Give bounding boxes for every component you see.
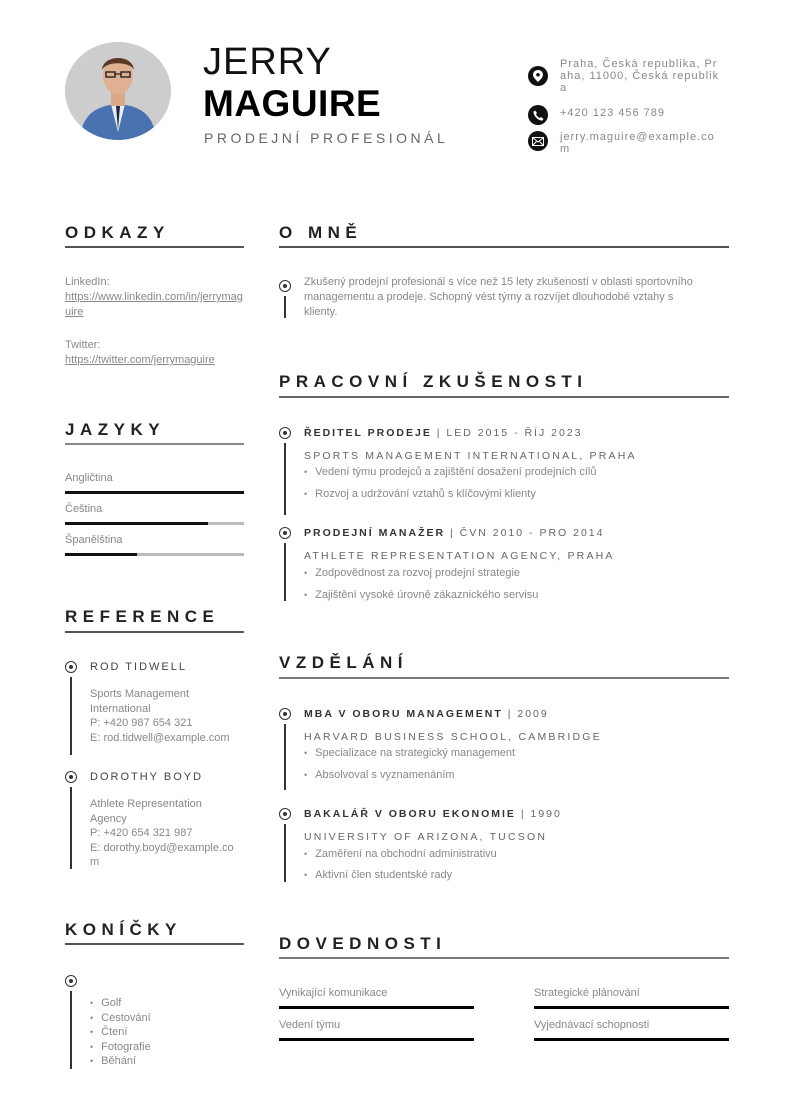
reference-phone: P: +420 987 654 321 xyxy=(90,717,193,729)
about-divider xyxy=(279,246,729,248)
timeline-dot-icon xyxy=(279,280,291,292)
hobby-item: • Golf xyxy=(90,996,151,1011)
skills-divider xyxy=(279,957,729,959)
skill-bar xyxy=(279,1006,474,1009)
contact-address xyxy=(528,58,720,94)
timeline-line xyxy=(70,991,72,1069)
location-pin-icon xyxy=(528,66,548,86)
skill-bar xyxy=(534,1038,729,1041)
timeline-dot-icon xyxy=(65,975,77,987)
job-heading xyxy=(304,427,582,439)
about-text: Zkušený prodejní profesionál s více než 15 lety zkušeností v oblasti sportovního managementu a prodeje. Schopný vést týmy a rozvíjet dlouhodobé vztahy s klienty. xyxy=(304,276,693,318)
email-text[interactable]: jerry.maguire@example.com xyxy=(560,131,715,155)
last-name: MAGUIRE xyxy=(203,83,382,124)
contact-email xyxy=(528,131,720,155)
reference-email: E: rod.tidwell@example.com xyxy=(90,731,230,744)
timeline-line xyxy=(284,443,286,515)
skill-bar xyxy=(279,1038,474,1041)
degree: BAKALÁŘ V OBORU EKONOMIE xyxy=(304,808,516,820)
skill-label: Vynikající komunikace xyxy=(279,987,388,999)
education-bullet: • Absolvoval s vyznamenáním xyxy=(304,769,455,781)
reference-details xyxy=(90,687,240,745)
hobby-item: • Fotografie xyxy=(90,1040,151,1055)
job-role: PRODEJNÍ MANAŽER xyxy=(304,527,446,539)
linkedin-label: LinkedIn: xyxy=(65,276,110,288)
first-name: JERRY xyxy=(203,41,332,83)
hobby-item: • Běhání xyxy=(90,1054,151,1069)
hobbies-heading: KONÍČKY xyxy=(65,920,182,939)
job-bullet: • Zajištění vysoké úrovně zákaznického servisu xyxy=(304,589,538,601)
links-heading: ODKAZY xyxy=(65,223,170,242)
education-item-heading xyxy=(304,808,562,820)
degree: MBA V OBORU MANAGEMENT xyxy=(304,708,503,720)
hobbies-list xyxy=(90,996,151,1069)
timeline-line xyxy=(70,787,72,869)
timeline-line xyxy=(70,677,72,755)
language-english: Angličtina xyxy=(65,472,113,484)
school-name: HARVARD BUSINESS SCHOOL, CAMBRIDGE xyxy=(304,731,602,743)
hobby-item: • Čtení xyxy=(90,1025,151,1040)
language-spanish: Španělština xyxy=(65,534,123,546)
skill-label: Vedení týmu xyxy=(279,1019,341,1031)
links-divider xyxy=(65,246,244,248)
contact-phone xyxy=(528,105,720,125)
education-divider xyxy=(279,677,729,679)
job-bullet: • Vedení týmu prodejců a zajištění dosažení prodejních cílů xyxy=(304,466,596,478)
twitter-url[interactable]: https://twitter.com/jerrymaguire xyxy=(65,354,215,366)
languages-divider xyxy=(65,443,244,445)
job-org: SPORTS MANAGEMENT INTERNATIONAL, PRAHA xyxy=(304,450,637,462)
reference-org: Athlete Representation Agency xyxy=(90,798,202,825)
experience-heading: PRACOVNÍ ZKUŠENOSTI xyxy=(279,372,588,391)
education-bullet: • Aktivní člen studentské rady xyxy=(304,869,452,881)
school-name: UNIVERSITY OF ARIZONA, TUCSON xyxy=(304,831,548,843)
reference-email: E: dorothy.boyd@example.com xyxy=(90,841,234,868)
timeline-dot-icon xyxy=(279,527,291,539)
separator: | xyxy=(450,527,455,539)
separator: | xyxy=(436,427,442,439)
skill-bar xyxy=(534,1006,729,1009)
timeline-dot-icon xyxy=(279,427,291,439)
references-divider xyxy=(65,631,244,633)
references-heading: REFERENCE xyxy=(65,607,220,626)
graduation-year: 2009 xyxy=(517,708,549,720)
phone-icon xyxy=(528,105,548,125)
education-bullet: • Zaměření na obchodní administrativu xyxy=(304,848,497,860)
timeline-line xyxy=(284,724,286,790)
profile-photo xyxy=(65,42,171,140)
person-photo-icon xyxy=(65,42,171,140)
language-czech: Čeština xyxy=(65,503,103,515)
skill-label: Vyjednávací schopnosti xyxy=(534,1019,650,1031)
reference-org: Sports Management International xyxy=(90,688,190,715)
phone-text[interactable]: +420 123 456 789 xyxy=(560,107,666,119)
timeline-dot-icon xyxy=(65,661,77,673)
education-item-heading xyxy=(304,708,549,720)
languages-heading: JAZYKY xyxy=(65,420,166,439)
twitter-label: Twitter: xyxy=(65,339,101,351)
separator: | xyxy=(507,708,513,720)
linkedin-url[interactable]: https://www.linkedin.com/in/jerrymaguire xyxy=(65,291,243,318)
skill-label: Strategické plánování xyxy=(534,987,640,999)
timeline-dot-icon xyxy=(65,771,77,783)
education-heading: VZDĚLÁNÍ xyxy=(279,653,408,672)
separator: | xyxy=(520,808,526,820)
reference-name: ROD TIDWELL xyxy=(90,661,187,673)
reference-name: DOROTHY BOYD xyxy=(90,771,204,783)
address-text: Praha, Česká republika, Praha, 11000, Česká republika xyxy=(560,58,720,94)
reference-phone: P: +420 654 321 987 xyxy=(90,827,193,839)
job-org: ATHLETE REPRESENTATION AGENCY, PRAHA xyxy=(304,550,615,562)
education-bullet: • Specializace na strategický management xyxy=(304,747,515,759)
experience-divider xyxy=(279,396,729,398)
timeline-dot-icon xyxy=(279,708,291,720)
job-bullet: • Zodpovědnost za rozvoj prodejní strategie xyxy=(304,567,520,579)
language-english-bar xyxy=(65,491,244,494)
timeline-line xyxy=(284,296,286,318)
timeline-line xyxy=(284,543,286,601)
job-dates: ČVN 2010 - PRO 2014 xyxy=(459,527,605,539)
job-bullet: • Rozvoj a udržování vztahů s klíčovými klienty xyxy=(304,488,536,500)
language-czech-bar xyxy=(65,522,244,525)
reference-details xyxy=(90,797,240,870)
job-heading xyxy=(304,527,604,539)
job-title: PRODEJNÍ PROFESIONÁL xyxy=(204,130,449,146)
job-role: ŘEDITEL PRODEJE xyxy=(304,427,432,439)
language-spanish-bar xyxy=(65,553,244,556)
envelope-icon xyxy=(528,131,548,151)
about-heading: O MNĚ xyxy=(279,223,363,242)
timeline-line xyxy=(284,824,286,882)
link-twitter xyxy=(65,338,245,368)
hobby-item: • Cestování xyxy=(90,1011,151,1026)
skills-heading: DOVEDNOSTI xyxy=(279,934,447,953)
timeline-dot-icon xyxy=(279,808,291,820)
hobbies-divider xyxy=(65,943,244,945)
job-dates: LED 2015 - ŘÍJ 2023 xyxy=(446,427,583,439)
link-linkedin xyxy=(65,275,245,320)
graduation-year: 1990 xyxy=(530,808,562,820)
